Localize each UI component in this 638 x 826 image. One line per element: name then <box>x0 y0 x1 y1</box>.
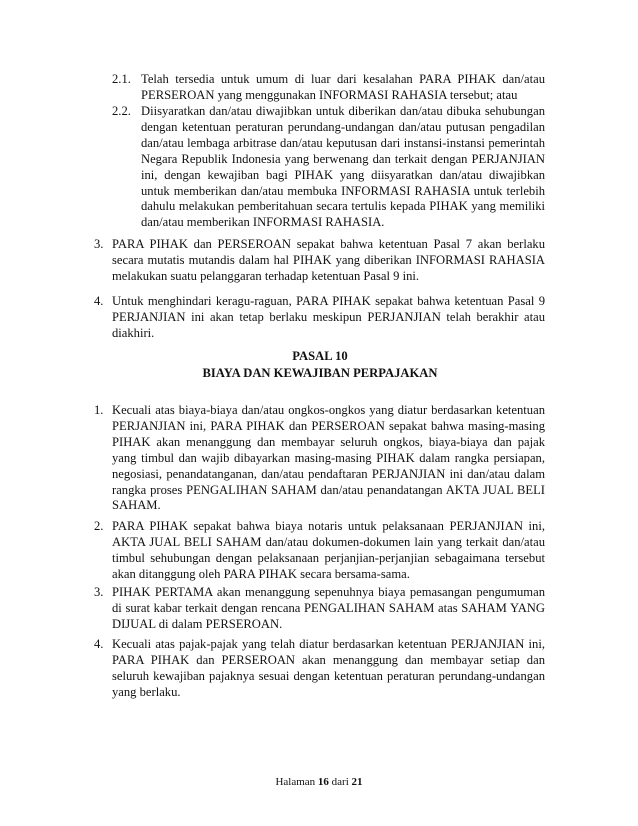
text-line: secara mutatis mutandis dalam hal PIHAK yang diberikan INFORMASI RAHASIA <box>112 252 545 267</box>
footer-middle: dari <box>331 776 349 788</box>
text-line: Negara Republik Indonesia yang berwenang dan terkait dengan PERJANJIAN <box>141 151 545 166</box>
text-line: Kecuali atas pajak-pajak yang telah diatur berdasarkan ketentuan PERJANJIAN ini, <box>112 637 545 651</box>
text-line: Diisyaratkan dan/atau diwajibkan untuk diberikan dan/atau dibuka sehubungan <box>141 104 545 118</box>
sub-item-number: 2.2. <box>112 104 131 118</box>
item-paragraph <box>112 519 545 583</box>
footer-page-number: 16 <box>317 776 329 788</box>
pasal-title-heading: BIAYA DAN KEWAJIBAN PERPAJAKAN <box>202 366 438 380</box>
sub-item-paragraph <box>141 104 545 231</box>
text-line: PERJANJIAN ini akan tetap berlaku meskipun PERJANJIAN telah berakhir atau <box>112 309 545 324</box>
text-line: dahulu melakukan pemberitahuan secara tertulis kepada PIHAK yang memiliki <box>141 199 545 214</box>
text-line: diakhiri. <box>112 325 155 340</box>
text-line: dan/atau lembaga arbitrase dan/atau keputusan dari instansi-instansi pemerintah <box>141 135 545 150</box>
item-number: 1. <box>94 403 104 417</box>
item-paragraph <box>112 585 545 633</box>
footer-prefix: Halaman <box>275 776 316 788</box>
text-line: dan/atau memberikan INFORMASI RAHASIA. <box>141 215 385 230</box>
text-line: negosiasi, penandatanganan, dan/atau pendaftaran PERJANJIAN ini dan/atau dalam <box>112 466 545 481</box>
text-line: di surat kabar terkait dengan rencana PENGALIHAN SAHAM atas SAHAM YANG <box>112 600 545 615</box>
text-line: dengan ketentuan peraturan perundang-undangan dan/atau putusan pengadilan <box>141 119 545 134</box>
pasal-number-heading: PASAL 10 <box>292 349 348 363</box>
item-number: 4. <box>94 637 104 651</box>
item-paragraph <box>112 403 545 514</box>
text-line: PARA PIHAK sepakat bahwa biaya notaris untuk pelaksanaan PERJANJIAN ini, <box>112 519 545 533</box>
sub-item-number: 2.1. <box>112 72 131 86</box>
footer-page-total: 21 <box>351 776 363 788</box>
item-paragraph <box>112 637 545 701</box>
text-line: PERJANJIAN ini, PARA PIHAK dan PERSEROAN sepakat bahwa masing-masing <box>112 418 545 433</box>
item-number: 3. <box>94 237 104 251</box>
text-line: rangka proses PENGALIHAN SAHAM dan/atau penandatangan AKTA JUAL BELI <box>112 482 545 497</box>
page-footer <box>0 776 638 788</box>
text-line: yang berlaku. <box>112 684 181 699</box>
text-line: ini, dengan kewajiban bagi PIHAK yang diisyaratkan dan/atau diwajibkan <box>141 167 545 182</box>
text-line: AKTA JUAL BELI SAHAM dan/atau dokumen-dokumen lain yang terkait dan/atau <box>112 534 545 549</box>
text-line: PARA PIHAK dan PERSEROAN akan menanggung dan membayar setiap dan <box>112 652 545 667</box>
text-line: timbul sehubungan dengan pelaksanaan perjanjian-perjanjian sebagaimana tersebut <box>112 550 545 565</box>
item-number: 2. <box>94 519 104 533</box>
text-line: PIHAK akan menanggung dan membayar seluruh ongkos, biaya-biaya dan pajak <box>112 434 545 449</box>
text-line: PERSEROAN yang menggunakan INFORMASI RAHASIA tersebut; atau <box>141 87 518 102</box>
text-line: Kecuali atas biaya-biaya dan/atau ongkos-ongkos yang diatur berdasarkan ketentuan <box>112 403 545 417</box>
item-paragraph <box>112 237 545 285</box>
text-line: PIHAK PERTAMA akan menanggung sepenuhnya biaya pemasangan pengumuman <box>112 585 545 599</box>
text-line: seluruh kewajiban pajaknya sesuai dengan ketentuan peraturan perundang-undangan <box>112 668 545 683</box>
text-line: Telah tersedia untuk umum di luar dari kesalahan PARA PIHAK dan/atau <box>141 72 545 86</box>
item-paragraph <box>112 294 545 342</box>
text-line: yang timbul dan wajib dibayarkan masing-masing PIHAK dalam rangka persiapan, <box>112 450 545 465</box>
text-line: untuk memberikan dan/atau membuka INFORMASI RAHASIA untuk terlebih <box>141 183 545 198</box>
sub-item-paragraph <box>141 72 545 104</box>
text-line: Untuk menghindari keragu-raguan, PARA PIHAK sepakat bahwa ketentuan Pasal 9 <box>112 294 545 308</box>
text-line: akan ditanggung oleh PARA PIHAK secara bersama-sama. <box>112 566 410 581</box>
item-number: 3. <box>94 585 104 599</box>
text-line: melakukan suatu pelanggaran terhadap ketentuan Pasal 9 ini. <box>112 268 420 283</box>
text-line: DIJUAL di dalam PERSEROAN. <box>112 616 283 631</box>
text-line: SAHAM. <box>112 498 161 513</box>
text-line: PARA PIHAK dan PERSEROAN sepakat bahwa ketentuan Pasal 7 akan berlaku <box>112 237 545 251</box>
item-number: 4. <box>94 294 104 308</box>
